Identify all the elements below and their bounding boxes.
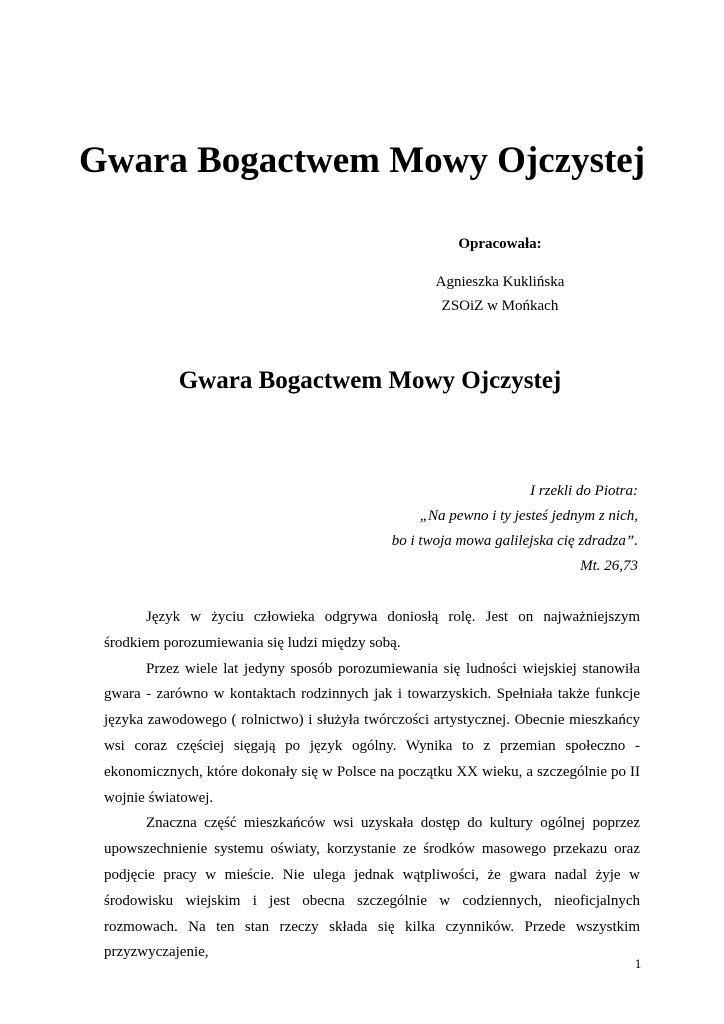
epigraph — [178, 479, 638, 579]
epigraph-line: bo i twoja mowa galilejska cię zdradza”. — [391, 533, 638, 549]
epigraph-line: I rzekli do Piotra: — [530, 483, 638, 499]
paragraph: Przez wiele lat jedyny sposób porozumiewania się ludności wiejskiej stanowiła gwara - zarówno w kontaktach rodzinnych jak i towarzyskich. Spełniała także funkcje języka zawodowego ( rolnictwo) i służyła twórczości artystycznej. Obecnie mieszkańcy wsi coraz częściej sięgają po język ogólny. Wynika to z przemian społeczno - ekonomicznych, które dokonały się w Polsce na początku XX wieku, a szczególnie po II wojnie światowej. — [104, 660, 640, 806]
epigraph-citation: Mt. 26,73 — [580, 558, 638, 574]
paragraph: Znaczna część mieszkańców wsi uzyskała dostęp do kultury ogólnej poprzez upowszechnienie systemu oświaty, korzystanie ze środków masowego przekazu oraz podjęcie pracy w mieście. Nie ulega jednak wątpliwości, że gwara nadal żyje w środowisku wiejskim i jest obecna szczególnie w codziennych, nieoficjalnych rozmowach. Na ten stan rzeczy składa się kilka czynników. Przede wszystkim przyzwyczajenie, — [104, 815, 640, 961]
author-block — [380, 0, 620, 330]
paragraph: Język w życiu człowieka odgrywa doniosłą rolę. Jest on najważniejszym środkiem porozumiewania się ludzi między sobą. — [104, 609, 640, 651]
author-label: Opracowała: — [458, 236, 542, 252]
page-number: 1 — [634, 956, 642, 971]
epigraph-line: „Na pewno i ty jesteś jednym z nich, — [419, 508, 638, 524]
document-title: Gwara Bogactwem Mowy Ojczystej — [78, 140, 646, 181]
author-school: ZSOiZ w Mońkach — [441, 298, 559, 314]
body-text — [104, 605, 640, 966]
author-name: Agnieszka Kuklińska — [435, 274, 565, 290]
document-subtitle: Gwara Bogactwem Mowy Ojczystej — [178, 367, 562, 394]
